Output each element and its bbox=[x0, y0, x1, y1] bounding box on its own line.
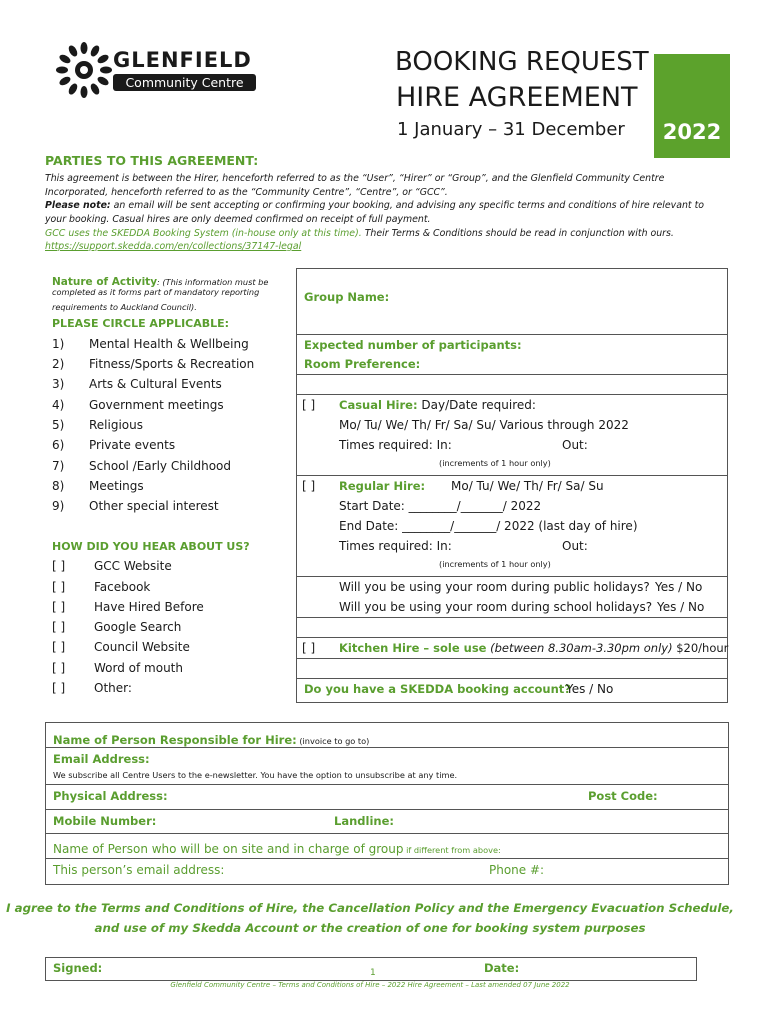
logo-name: GLENFIELD bbox=[113, 48, 252, 72]
note-label: Please note: bbox=[45, 200, 111, 211]
signed-field[interactable]: Signed: bbox=[53, 961, 103, 975]
start-date[interactable]: Start Date: ________/_______/ 2022 bbox=[339, 499, 542, 513]
end-date[interactable]: End Date: ________/_______/ 2022 (last day of hire) bbox=[339, 519, 638, 533]
hear-checkbox[interactable]: [ ] bbox=[52, 600, 66, 614]
skedda-black: Their Terms & Conditions should be read in conjunction with ours. bbox=[361, 228, 674, 239]
regular-times-out[interactable]: Out: bbox=[562, 539, 588, 553]
invoice-note: (invoice to go to) bbox=[296, 736, 370, 746]
divider bbox=[296, 617, 728, 618]
year: 2022 bbox=[662, 120, 722, 144]
regular-times-in[interactable]: Times required: In: bbox=[339, 539, 452, 553]
kitchen-price: $20/hour bbox=[672, 641, 729, 655]
casual-times-out[interactable]: Out: bbox=[562, 438, 588, 452]
casual-hire-label: Casual Hire: bbox=[339, 398, 418, 412]
hear-checkbox[interactable]: [ ] bbox=[52, 559, 66, 573]
mobile-field[interactable]: Mobile Number: bbox=[53, 814, 157, 828]
activity-num: 8) bbox=[52, 479, 65, 493]
hear-checkbox[interactable]: [ ] bbox=[52, 681, 66, 695]
activity-num: 7) bbox=[52, 459, 65, 473]
regular-hire-label: Regular Hire: bbox=[339, 479, 426, 493]
kitchen-hire-row bbox=[339, 641, 728, 655]
divider bbox=[296, 637, 728, 638]
casual-hire-checkbox[interactable]: [ ] bbox=[302, 398, 316, 412]
activity-item[interactable]: Mental Health & Wellbeing bbox=[89, 337, 249, 351]
activity-item[interactable]: Other special interest bbox=[89, 499, 219, 513]
divider bbox=[45, 784, 729, 785]
participants-field[interactable]: Expected number of participants: bbox=[304, 338, 522, 352]
casual-hire-row bbox=[339, 398, 536, 412]
divider bbox=[296, 374, 728, 375]
activity-num: 9) bbox=[52, 499, 65, 513]
public-holidays-question: Will you be using your room during public holidays? bbox=[339, 580, 650, 594]
activity-num: 6) bbox=[52, 438, 65, 452]
divider bbox=[296, 475, 728, 476]
activity-num: 1) bbox=[52, 337, 65, 351]
kitchen-hire-checkbox[interactable]: [ ] bbox=[302, 641, 316, 655]
skedda-green: GCC uses the SKEDDA Booking System (in-house only at this time). bbox=[45, 228, 362, 239]
person-email-field[interactable]: This person’s email address: bbox=[53, 863, 225, 877]
activity-num: 3) bbox=[52, 377, 65, 391]
hear-checkbox[interactable]: [ ] bbox=[52, 580, 66, 594]
hear-checkbox[interactable]: [ ] bbox=[52, 661, 66, 675]
hear-item: GCC Website bbox=[94, 559, 172, 573]
footer-text: Glenfield Community Centre – Terms and Conditions of Hire – 2022 Hire Agreement – Last amended 07 June 2022 bbox=[170, 981, 570, 989]
hear-checkbox[interactable]: [ ] bbox=[52, 620, 66, 634]
parties-line4: your booking. Casual hires are only deemed confirmed on receipt of full payment. bbox=[45, 214, 431, 225]
agreement-line1: I agree to the Terms and Conditions of Hire, the Cancellation Policy and the Emergency Evacuation Schedule, bbox=[6, 901, 734, 915]
activity-num: 4) bbox=[52, 398, 65, 412]
email-field[interactable]: Email Address: bbox=[53, 752, 150, 766]
hear-item: Word of mouth bbox=[94, 661, 183, 675]
skedda-legal-link[interactable]: https://support.skedda.com/en/collections/37147-legal bbox=[45, 241, 302, 252]
room-preference-field[interactable]: Room Preference: bbox=[304, 357, 421, 371]
activity-item[interactable]: Arts & Cultural Events bbox=[89, 377, 222, 391]
landline-field[interactable]: Landline: bbox=[334, 814, 394, 828]
post-code-field[interactable]: Post Code: bbox=[588, 789, 658, 803]
hear-item: Have Hired Before bbox=[94, 600, 204, 614]
hear-item: Council Website bbox=[94, 640, 190, 654]
kitchen-hire-label: Kitchen Hire – sole use bbox=[339, 641, 487, 655]
parties-line1: This agreement is between the Hirer, henceforth referred to as the “User”, “Hirer” or “Group”, and the Glenfield Community Centre bbox=[45, 173, 665, 184]
phone-field[interactable]: Phone #: bbox=[489, 863, 545, 877]
activity-item[interactable]: School /Early Childhood bbox=[89, 459, 231, 473]
group-name-field[interactable]: Group Name: bbox=[304, 290, 390, 304]
hear-item: Facebook bbox=[94, 580, 151, 594]
period: 1 January – 31 December bbox=[397, 119, 625, 140]
regular-days[interactable]: Mo/ Tu/ We/ Th/ Fr/ Sa/ Su bbox=[451, 479, 604, 493]
year-badge bbox=[654, 54, 730, 158]
circle-applicable: PLEASE CIRCLE APPLICABLE: bbox=[52, 317, 230, 330]
skedda-account-question: Do you have a SKEDDA booking account? bbox=[304, 682, 571, 696]
activity-item[interactable]: Fitness/Sports & Recreation bbox=[89, 357, 255, 371]
parties-line2: Incorporated, henceforth referred to as the “Community Centre”, “Centre”, or “GCC”. bbox=[45, 187, 448, 198]
hear-checkbox[interactable]: [ ] bbox=[52, 640, 66, 654]
school-holidays-yes-no[interactable]: Yes / No bbox=[657, 600, 705, 614]
activity-note2: completed as it forms part of mandatory reporting bbox=[52, 287, 260, 297]
parties-heading: PARTIES TO THIS AGREEMENT: bbox=[45, 153, 259, 168]
public-holidays-yes-no[interactable]: Yes / No bbox=[655, 580, 703, 594]
activity-note3: requirements to Auckland Council). bbox=[52, 302, 197, 312]
casual-increments: (increments of 1 hour only) bbox=[439, 458, 551, 468]
title-hire-agreement: HIRE AGREEMENT bbox=[396, 82, 638, 113]
activity-note1: : (This information must be bbox=[157, 277, 269, 287]
agreement-line2: and use of my Skedda Account or the creation of one for booking system purposes bbox=[94, 921, 646, 935]
activity-item[interactable]: Meetings bbox=[89, 479, 144, 493]
activity-num: 5) bbox=[52, 418, 65, 432]
onsite-note: if different from above: bbox=[403, 845, 501, 855]
physical-address-field[interactable]: Physical Address: bbox=[53, 789, 168, 803]
regular-hire-checkbox[interactable]: [ ] bbox=[302, 479, 316, 493]
casual-times-in[interactable]: Times required: In: bbox=[339, 438, 452, 452]
regular-increments: (increments of 1 hour only) bbox=[439, 559, 551, 569]
divider bbox=[45, 858, 729, 859]
onsite-person-field[interactable] bbox=[53, 838, 501, 857]
activity-item[interactable]: Private events bbox=[89, 438, 176, 452]
divider bbox=[296, 658, 728, 659]
divider bbox=[45, 833, 729, 834]
onsite-label: Name of Person who will be on site and in charge of group bbox=[53, 842, 404, 856]
activity-item[interactable]: Religious bbox=[89, 418, 143, 432]
title-booking-request: BOOKING REQUEST bbox=[395, 47, 649, 77]
newsletter-note: We subscribe all Centre Users to the e-newsletter. You have the option to unsubscribe at any time. bbox=[53, 770, 458, 780]
hear-heading: HOW DID YOU HEAR ABOUT US? bbox=[52, 540, 250, 553]
skedda-yes-no[interactable]: Yes / No bbox=[566, 682, 614, 696]
responsible-label: Name of Person Responsible for Hire: bbox=[53, 733, 297, 747]
divider bbox=[45, 809, 729, 810]
casual-day-label: Day/Date required: bbox=[417, 398, 536, 412]
hear-item: Google Search bbox=[94, 620, 182, 634]
school-holidays-question: Will you be using your room during school holidays? bbox=[339, 600, 653, 614]
parties-skedda bbox=[45, 228, 674, 239]
note-text: an email will be sent accepting or confirming your booking, and advising any specific terms and conditions of hire relevant to bbox=[110, 200, 704, 211]
divider bbox=[296, 334, 728, 335]
divider bbox=[296, 394, 728, 395]
kitchen-time: (between 8.30am-3.30pm only) bbox=[486, 641, 673, 655]
activity-num: 2) bbox=[52, 357, 65, 371]
responsible-field[interactable] bbox=[53, 729, 369, 748]
hear-item: Other: bbox=[94, 681, 132, 695]
parties-note bbox=[45, 200, 704, 211]
date-field[interactable]: Date: bbox=[484, 961, 520, 975]
divider bbox=[296, 576, 728, 577]
activity-label: Nature of Activity bbox=[52, 276, 158, 288]
activity-item[interactable]: Government meetings bbox=[89, 398, 224, 412]
logo-sun-icon bbox=[54, 40, 114, 100]
casual-days[interactable]: Mo/ Tu/ We/ Th/ Fr/ Sa/ Su/ Various through 2022 bbox=[339, 418, 629, 432]
page-number: 1 bbox=[370, 968, 376, 978]
logo-subtitle: Community Centre bbox=[113, 74, 256, 91]
divider bbox=[296, 678, 728, 679]
